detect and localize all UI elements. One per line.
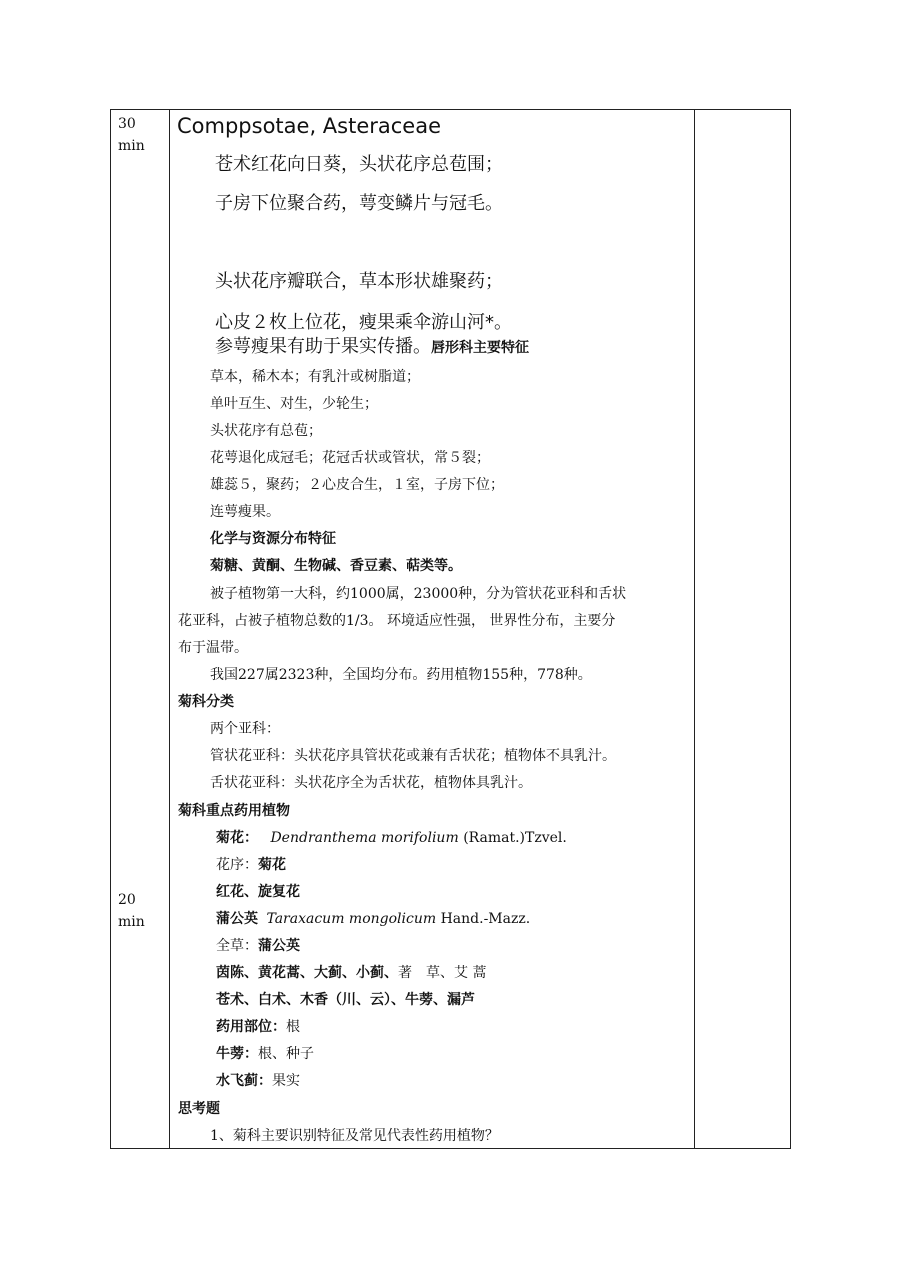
feature-line: 草本，稀木本；有乳汁或树脂道； — [210, 369, 420, 385]
time-value: 30 — [118, 116, 136, 132]
mnemonic-line: 头状花序瓣联合，草本形状雄聚药； — [215, 271, 503, 292]
plant-line: 红花、旋复花 — [216, 884, 300, 900]
plant-names: 著 草、艾 蒿 — [398, 965, 487, 981]
column-divider-time — [169, 109, 170, 1149]
classification-line: 舌状花亚科：头状花序全为舌状花，植物体具乳汁。 — [210, 775, 532, 791]
time-unit: min — [118, 914, 145, 930]
author-citation: (Ramat.)Tzvel. — [463, 830, 567, 846]
plant-names: 茵陈、黄花蒿、大蓟、小蓟、 — [216, 965, 398, 981]
part-label: 药用部位： — [216, 1019, 286, 1035]
part-value: 果实 — [272, 1073, 300, 1089]
plant-part-line — [216, 1017, 300, 1037]
part-label: 全草： — [216, 938, 258, 954]
paragraph-line: 布于温带。 — [178, 640, 248, 656]
section-heading: 菊科分类 — [178, 694, 234, 710]
part-value: 根、种子 — [258, 1046, 314, 1062]
time-cell-2 — [118, 889, 145, 933]
latin-name: Dendranthema morifolium — [270, 830, 459, 846]
plant-part-line — [216, 1071, 300, 1091]
column-divider-notes — [694, 109, 695, 1149]
question-item: 1、菊科主要识别特征及常见代表性药用植物？ — [210, 1128, 499, 1144]
part-value: 菊花 — [258, 857, 286, 873]
plant-line — [216, 963, 486, 983]
section-heading: 菊科重点药用植物 — [178, 803, 290, 819]
plant-part-line — [216, 936, 300, 956]
latin-name: Taraxacum mongolicum — [266, 911, 437, 927]
mnemonic-line: 苍术红花向日葵，头状花序总苞围； — [215, 154, 503, 175]
feature-line: 连萼瘦果。 — [210, 504, 280, 520]
mnemonic-line: 子房下位聚合药，萼变鳞片与冠毛。 — [215, 193, 503, 214]
paragraph-line: 我国227属2323种，全国均分布。药用植物155种，778种。 — [210, 667, 592, 683]
part-value: 根 — [286, 1019, 300, 1035]
plant-name: 菊花： — [216, 830, 258, 846]
section-heading: 唇形科主要特征 — [431, 340, 529, 356]
plant-part-line — [216, 855, 286, 875]
paragraph-line: 被子植物第一大科，约1000属，23000种，分为管状花亚科和舌状 — [210, 586, 627, 602]
part-label: 水飞蓟： — [216, 1073, 272, 1089]
time-cell-1 — [118, 113, 145, 157]
feature-line: 花萼退化成冠毛；花冠舌状或管状，常５裂； — [210, 450, 490, 466]
plant-name: 蒲公英 — [216, 911, 258, 927]
plant-line: 苍术、白术、木香（川、云）、牛蒡、漏芦 — [216, 992, 475, 1008]
feature-line: 单叶互生、对生，少轮生； — [210, 396, 378, 412]
paragraph-line: 花亚科，占被子植物总数的1/3。 环境适应性强， 世界性分布，主要分 — [178, 613, 616, 629]
time-value: 20 — [118, 892, 136, 908]
section-heading: 化学与资源分布特征 — [210, 531, 336, 547]
compounds-line: 菊糖、黄酮、生物碱、香豆素、萜类等。 — [210, 558, 462, 574]
classification-line: 两个亚科： — [210, 721, 280, 737]
part-label: 牛蒡： — [216, 1046, 258, 1062]
part-value: 蒲公英 — [258, 938, 300, 954]
classification-line: 管状花亚科：头状花序具管状花或兼有舌状花；植物体不具乳汁。 — [210, 748, 616, 764]
time-unit: min — [118, 138, 145, 154]
feature-line: 头状花序有总苞； — [210, 423, 322, 439]
plant-line-pugongying — [216, 909, 530, 929]
mnemonic-line: 心皮２枚上位花，瘦果乘伞游山河*。 — [215, 312, 512, 333]
family-heading: Comppsotae, Asteraceae — [177, 114, 442, 138]
mnemonic-text: 参萼瘦果有助于果实传播。 — [215, 336, 431, 357]
plant-part-line — [216, 1044, 314, 1064]
part-label: 花序： — [216, 857, 258, 873]
plant-line-juhua — [216, 828, 567, 848]
section-heading: 思考题 — [178, 1101, 220, 1117]
author-citation: Hand.-Mazz. — [440, 911, 531, 927]
feature-line: 雄蕊５，聚药；２心皮合生，１室，子房下位； — [210, 477, 504, 493]
mnemonic-line-5 — [215, 335, 529, 360]
